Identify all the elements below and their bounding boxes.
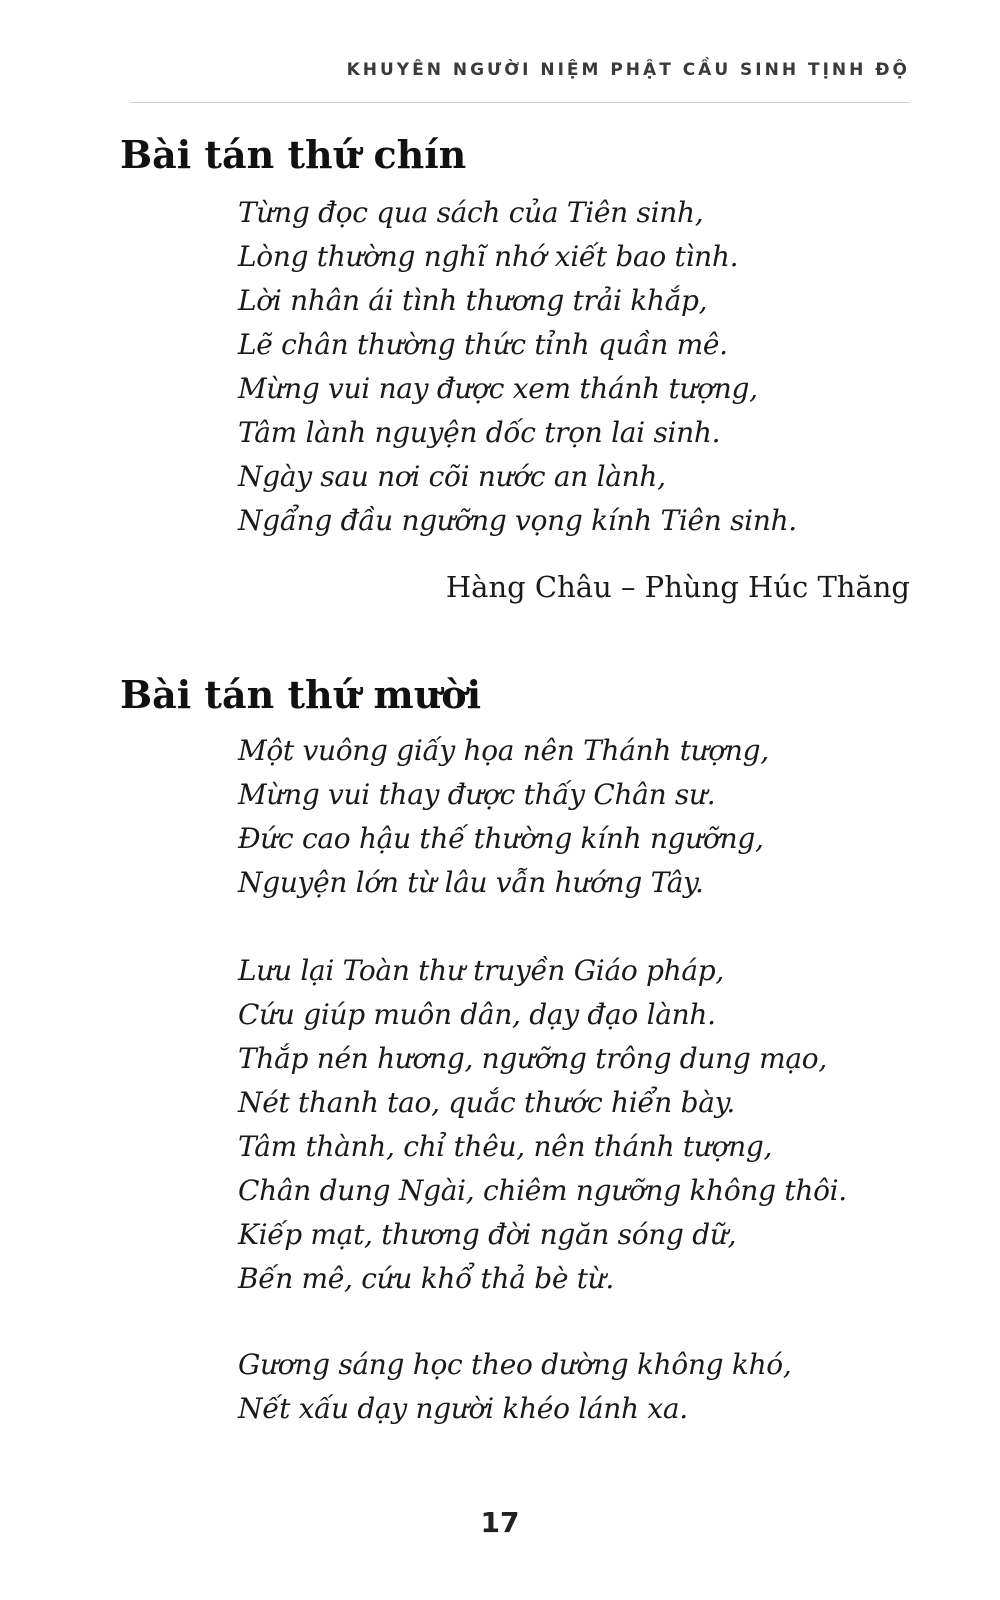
section-title-tenth: Bài tán thứ mười	[120, 672, 482, 717]
poem-line: Nét thanh tao, quắc thước hiển bày.	[238, 1086, 736, 1119]
poem-line: Tâm thành, chỉ thêu, nên thánh tượng,	[238, 1130, 773, 1163]
poem-line: Nguyện lớn từ lâu vẫn hướng Tây.	[238, 866, 704, 899]
poem-line: Kiếp mạt, thương đời ngăn sóng dữ,	[238, 1218, 737, 1251]
poem-line: Mừng vui thay được thấy Chân sư.	[238, 778, 716, 811]
poem-line: Cứu giúp muôn dân, dạy đạo lành.	[238, 998, 716, 1031]
poem-line: Nết xấu dạy người khéo lánh xa.	[238, 1392, 688, 1425]
header-rule	[130, 102, 910, 103]
poem-line: Ngẩng đầu ngưỡng vọng kính Tiên sinh.	[238, 504, 797, 537]
poem-line: Lưu lại Toàn thư truyền Giáo pháp,	[238, 954, 724, 987]
poem-line: Gương sáng học theo dường không khó,	[238, 1348, 792, 1381]
poem-line: Tâm lành nguyện dốc trọn lai sinh.	[238, 416, 721, 449]
poem-line: Bến mê, cứu khổ thả bè từ.	[238, 1262, 614, 1295]
poem-line: Từng đọc qua sách của Tiên sinh,	[238, 196, 704, 229]
poem-line: Ngày sau nơi cõi nước an lành,	[238, 460, 666, 493]
running-header: KHUYÊN NGƯỜI NIỆM PHẬT CẦU SINH TỊNH ĐỘ	[346, 60, 910, 80]
poem-line: Đức cao hậu thế thường kính ngưỡng,	[238, 822, 764, 855]
poem-attribution: Hàng Châu – Phùng Húc Thăng	[445, 570, 910, 604]
poem-line: Chân dung Ngài, chiêm ngưỡng không thôi.	[238, 1174, 847, 1207]
poem-line: Thắp nén hương, ngưỡng trông dung mạo,	[238, 1042, 827, 1075]
poem-line: Một vuông giấy họa nên Thánh tượng,	[238, 734, 769, 767]
page-number: 17	[480, 1506, 520, 1539]
section-title-ninth: Bài tán thứ chín	[120, 132, 467, 177]
poem-line: Lời nhân ái tình thương trải khắp,	[238, 284, 708, 317]
poem-line: Lẽ chân thường thức tỉnh quần mê.	[238, 328, 728, 361]
poem-line: Mừng vui nay được xem thánh tượng,	[238, 372, 758, 405]
poem-line: Lòng thường nghĩ nhớ xiết bao tình.	[238, 240, 739, 273]
